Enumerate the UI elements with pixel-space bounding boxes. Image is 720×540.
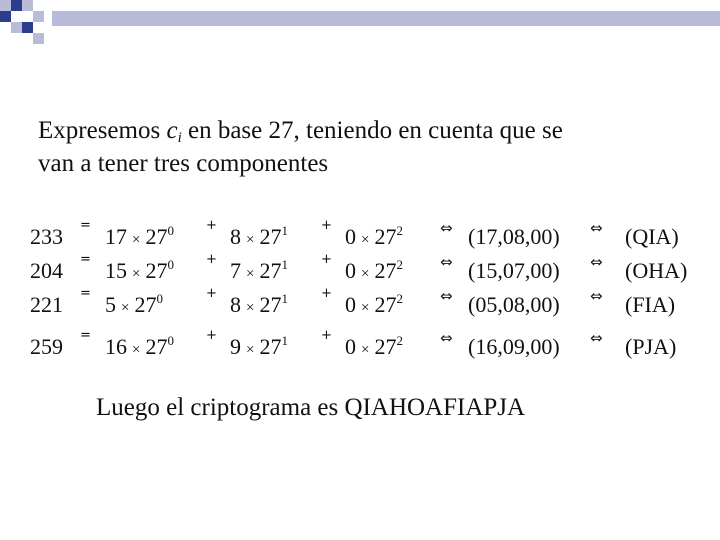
term-coefficient: 17 bbox=[105, 224, 127, 249]
term-twentyseven bbox=[230, 334, 288, 360]
term-exponent: 0 bbox=[167, 333, 174, 348]
corner-square bbox=[0, 11, 11, 22]
term-twentyseven bbox=[230, 292, 288, 318]
term-base: 27 bbox=[134, 292, 157, 317]
term-twentyseven bbox=[230, 258, 288, 284]
times-symbol: × bbox=[246, 342, 255, 358]
equals-sign: = bbox=[80, 218, 91, 233]
plus-sign: + bbox=[321, 252, 332, 267]
letter-triple: (PJA) bbox=[625, 334, 677, 359]
term-exponent: 1 bbox=[281, 257, 288, 272]
corner-square bbox=[11, 33, 22, 44]
plus-sign: + bbox=[206, 286, 217, 301]
term-units bbox=[105, 292, 163, 318]
intro-variable: c bbox=[166, 117, 178, 144]
intro-line-2: van a tener tres componentes bbox=[38, 150, 329, 177]
row-number: 233 bbox=[30, 224, 63, 249]
digit-tuple: (16,09,00) bbox=[468, 334, 560, 359]
letter-triple: (QIA) bbox=[625, 224, 679, 249]
term-units bbox=[105, 258, 174, 284]
plus-sign: + bbox=[321, 286, 332, 301]
corner-square bbox=[0, 0, 11, 11]
times-symbol: × bbox=[361, 342, 370, 358]
conclusion-text: Luego el criptograma es QIAHOAFIAPJA bbox=[96, 394, 526, 421]
term-base: 27 bbox=[374, 224, 397, 249]
times-symbol: × bbox=[121, 300, 130, 316]
row-number: 221 bbox=[30, 292, 63, 317]
row-number: 204 bbox=[30, 258, 63, 283]
term-exponent: 1 bbox=[281, 223, 288, 238]
equivalence-arrow-icon: ⇔ bbox=[440, 253, 453, 271]
times-symbol: × bbox=[361, 266, 370, 282]
equals-sign: = bbox=[80, 328, 91, 343]
intro-before: Expresemos bbox=[38, 117, 167, 144]
equation-row bbox=[0, 252, 720, 292]
letter-triple: (FIA) bbox=[625, 292, 676, 317]
times-symbol: × bbox=[361, 300, 370, 316]
term-exponent: 0 bbox=[167, 257, 174, 272]
times-symbol: × bbox=[132, 342, 141, 358]
corner-square bbox=[11, 22, 22, 33]
term-base: 27 bbox=[259, 292, 282, 317]
plus-sign: + bbox=[206, 328, 217, 343]
equation-row bbox=[0, 218, 720, 258]
times-symbol: × bbox=[246, 300, 255, 316]
equivalence-arrow-icon: ⇔ bbox=[590, 219, 603, 237]
equivalence-arrow-icon: ⇔ bbox=[590, 329, 603, 347]
term-coefficient: 0 bbox=[345, 224, 356, 249]
term-squared bbox=[345, 224, 403, 250]
term-coefficient: 0 bbox=[345, 334, 356, 359]
term-units bbox=[105, 334, 174, 360]
equals-sign: = bbox=[80, 286, 91, 301]
term-coefficient: 8 bbox=[230, 224, 241, 249]
plus-sign: + bbox=[321, 328, 332, 343]
plus-sign: + bbox=[206, 218, 217, 233]
term-exponent: 1 bbox=[281, 291, 288, 306]
term-exponent: 1 bbox=[281, 333, 288, 348]
corner-square bbox=[22, 22, 33, 33]
corner-square bbox=[33, 33, 44, 44]
equivalence-arrow-icon: ⇔ bbox=[440, 287, 453, 305]
letter-triple: (OHA) bbox=[625, 258, 688, 283]
equation-row bbox=[0, 328, 720, 368]
equation-row bbox=[0, 286, 720, 326]
term-exponent: 2 bbox=[396, 333, 403, 348]
plus-sign: + bbox=[321, 218, 332, 233]
digit-tuple: (17,08,00) bbox=[468, 224, 560, 249]
term-squared bbox=[345, 292, 403, 318]
equivalence-arrow-icon: ⇔ bbox=[590, 287, 603, 305]
digit-tuple: (15,07,00) bbox=[468, 258, 560, 283]
times-symbol: × bbox=[132, 266, 141, 282]
term-twentyseven bbox=[230, 224, 288, 250]
term-base: 27 bbox=[145, 224, 168, 249]
plus-sign: + bbox=[206, 252, 217, 267]
term-squared bbox=[345, 258, 403, 284]
corner-square bbox=[22, 11, 33, 22]
term-coefficient: 9 bbox=[230, 334, 241, 359]
times-symbol: × bbox=[361, 232, 370, 248]
equivalence-arrow-icon: ⇔ bbox=[440, 219, 453, 237]
term-coefficient: 0 bbox=[345, 292, 356, 317]
corner-square bbox=[22, 0, 33, 11]
equivalence-arrow-icon: ⇔ bbox=[440, 329, 453, 347]
term-exponent: 0 bbox=[167, 223, 174, 238]
term-exponent: 2 bbox=[396, 223, 403, 238]
row-number: 259 bbox=[30, 334, 63, 359]
equals-sign: = bbox=[80, 252, 91, 267]
corner-square bbox=[33, 11, 44, 22]
times-symbol: × bbox=[246, 232, 255, 248]
checkered-corner-decoration bbox=[0, 0, 52, 44]
digit-tuple: (05,08,00) bbox=[468, 292, 560, 317]
term-exponent: 2 bbox=[396, 257, 403, 272]
term-coefficient: 7 bbox=[230, 258, 241, 283]
term-base: 27 bbox=[259, 334, 282, 359]
term-coefficient: 16 bbox=[105, 334, 127, 359]
term-coefficient: 15 bbox=[105, 258, 127, 283]
term-coefficient: 0 bbox=[345, 258, 356, 283]
times-symbol: × bbox=[132, 232, 141, 248]
term-exponent: 0 bbox=[156, 291, 163, 306]
term-base: 27 bbox=[374, 334, 397, 359]
term-base: 27 bbox=[374, 292, 397, 317]
intro-text bbox=[38, 114, 698, 180]
term-base: 27 bbox=[374, 258, 397, 283]
term-coefficient: 5 bbox=[105, 292, 116, 317]
term-base: 27 bbox=[259, 258, 282, 283]
intro-after: en base 27, teniendo en cuenta que se bbox=[181, 117, 563, 144]
times-symbol: × bbox=[246, 266, 255, 282]
equivalence-arrow-icon: ⇔ bbox=[590, 253, 603, 271]
term-base: 27 bbox=[145, 258, 168, 283]
term-exponent: 2 bbox=[396, 291, 403, 306]
term-base: 27 bbox=[259, 224, 282, 249]
corner-square bbox=[11, 0, 22, 11]
header-bar-decoration bbox=[52, 11, 720, 26]
term-squared bbox=[345, 334, 403, 360]
term-units bbox=[105, 224, 174, 250]
term-coefficient: 8 bbox=[230, 292, 241, 317]
term-base: 27 bbox=[145, 334, 168, 359]
intro-subscript: i bbox=[177, 130, 182, 146]
